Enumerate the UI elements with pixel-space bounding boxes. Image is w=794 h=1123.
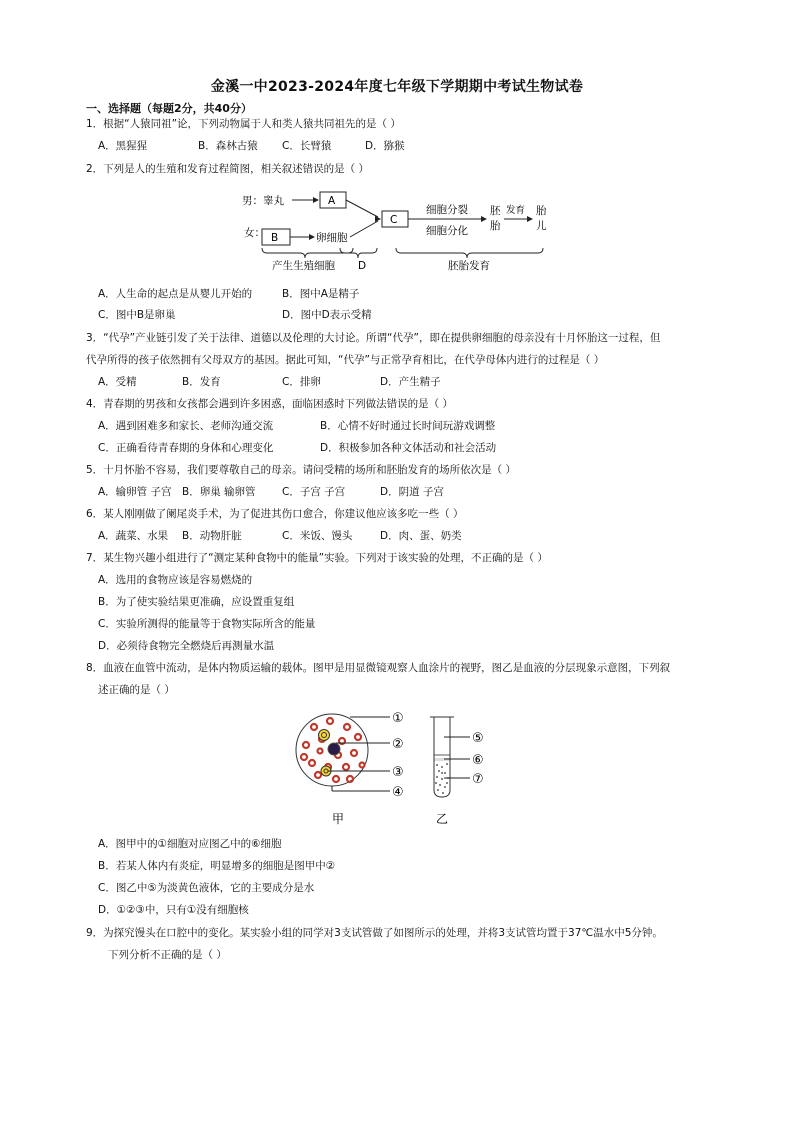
q2-option-d[interactable]: D．图中D表示受精 bbox=[282, 309, 372, 321]
q4-option-d[interactable]: D．积极参加各种文体活动和社会活动 bbox=[320, 442, 497, 454]
question-8-line-2: 述正确的是（ ） bbox=[98, 684, 175, 696]
male-label: 男：睾丸 bbox=[242, 195, 284, 207]
exam-title: 金溪一中2023-2024年度七年级下学期期中考试生物试卷 bbox=[210, 79, 584, 95]
reproduction-flow-diagram bbox=[230, 185, 570, 275]
question-7-stem: 7．某生物兴趣小组进行了“测定某种食物中的能量”实验。下列对于该实验的处理，不正确的是（ ） bbox=[86, 552, 548, 564]
q5-option-a[interactable]: A．输卵管 子宫 bbox=[98, 486, 172, 498]
q3-option-a[interactable]: A．受精 bbox=[98, 376, 137, 388]
embryo-char-1: 胚 bbox=[490, 205, 501, 217]
q1-option-b[interactable]: B．森林古猿 bbox=[198, 140, 258, 152]
q5-option-b[interactable]: B．卵巢 输卵管 bbox=[182, 486, 256, 498]
q1-option-a[interactable]: A．黑猩猩 bbox=[98, 140, 148, 152]
q6-option-b[interactable]: B．动物肝脏 bbox=[182, 530, 242, 542]
brace-embryo bbox=[396, 248, 543, 258]
caption-jia: 甲 bbox=[332, 812, 345, 826]
q4-option-b[interactable]: B．心情不好时通过长时间玩游戏调整 bbox=[320, 420, 496, 432]
female-label: 女： bbox=[244, 227, 265, 239]
cell-division-label: 细胞分裂 bbox=[426, 204, 468, 216]
q8-option-d[interactable]: D．①②③中，只有①没有细胞核 bbox=[98, 904, 249, 916]
white-blood-cell-dark bbox=[328, 743, 340, 755]
q1-option-d[interactable]: D．猕猴 bbox=[365, 140, 405, 152]
fetus-char-1: 胎 bbox=[536, 205, 547, 217]
label-5: ⑤ bbox=[472, 731, 484, 746]
q5-option-c[interactable]: C．子宫 子宫 bbox=[282, 486, 346, 498]
egg-label: 卵细胞 bbox=[316, 232, 348, 244]
label-3: ③ bbox=[392, 765, 404, 780]
q8-option-c[interactable]: C．图乙中⑤为淡黄色液体，它的主要成分是水 bbox=[98, 882, 315, 894]
question-3-line-1: 3．“代孕”产业链引发了关于法律、道德以及伦理的大讨论。所谓“代孕”，即在提供卵细胞的母亲没有十月怀胎这一过程，但 bbox=[86, 332, 661, 344]
embryo-char-2: 胎 bbox=[490, 220, 501, 232]
q1-option-c[interactable]: C．长臂猿 bbox=[282, 140, 332, 152]
d-label: D bbox=[358, 260, 367, 272]
q5-option-d[interactable]: D．阴道 子宫 bbox=[380, 486, 444, 498]
q6-option-d[interactable]: D．肉、蛋、奶类 bbox=[380, 530, 462, 542]
question-2-stem: 2．下列是人的生殖和发育过程简图，相关叙述错误的是（ ） bbox=[86, 163, 370, 175]
box-c-label: C bbox=[390, 214, 398, 226]
develop-label: 发育 bbox=[506, 205, 526, 216]
q3-option-c[interactable]: C．排卵 bbox=[282, 376, 321, 388]
embryo-development-label: 胚胎发育 bbox=[448, 260, 490, 272]
q2-option-a[interactable]: A．人生命的起点是从婴儿开始的 bbox=[98, 288, 253, 300]
germ-cells-label: 产生生殖细胞 bbox=[272, 260, 335, 272]
label-7: ⑦ bbox=[472, 772, 484, 787]
brace-germ-cells bbox=[262, 248, 353, 258]
caption-yi: 乙 bbox=[436, 812, 449, 826]
test-tube bbox=[434, 717, 450, 797]
q7-option-c[interactable]: C．实验所测得的能量等于食物实际所含的能量 bbox=[98, 618, 316, 630]
box-b-label: B bbox=[271, 232, 279, 244]
q3-option-d[interactable]: D．产生精子 bbox=[380, 376, 441, 388]
q8-option-a[interactable]: A．图甲中的①细胞对应图乙中的⑥细胞 bbox=[98, 838, 282, 850]
question-9-line-2: 下列分析不正确的是（ ） bbox=[108, 949, 227, 961]
q7-option-d[interactable]: D．必须待食物完全燃烧后再测量水温 bbox=[98, 640, 275, 652]
q8-option-b[interactable]: B．若某人体内有炎症，明显增多的细胞是图甲中② bbox=[98, 860, 336, 872]
q2-option-c[interactable]: C．图中B是卵巢 bbox=[98, 309, 176, 321]
question-6-stem: 6．某人刚刚做了阑尾炎手术，为了促进其伤口愈合，你建议他应该多吃一些（ ） bbox=[86, 508, 464, 520]
box-a-label: A bbox=[328, 195, 336, 207]
q4-option-c[interactable]: C．正确看待青春期的身体和心理变化 bbox=[98, 442, 274, 454]
blood-diagram bbox=[292, 705, 512, 830]
brace-d bbox=[340, 248, 377, 258]
fetus-char-2: 儿 bbox=[536, 220, 547, 232]
label-6: ⑥ bbox=[472, 753, 484, 768]
q7-option-a[interactable]: A．选用的食物应该是容易燃烧的 bbox=[98, 574, 253, 586]
q4-option-a[interactable]: A．遇到困难多和家长、老师沟通交流 bbox=[98, 420, 274, 432]
section-heading: 一、选择题（每题2分，共40分） bbox=[86, 102, 252, 115]
label-4: ④ bbox=[392, 785, 404, 800]
q6-option-c[interactable]: C．米饭、馒头 bbox=[282, 530, 353, 542]
q6-option-a[interactable]: A．蔬菜、水果 bbox=[98, 530, 169, 542]
white-blood-cell-yellow-1 bbox=[319, 730, 330, 741]
question-3-line-2: 代孕所得的孩子依然拥有父母双方的基因。据此可知，“代孕”与正常孕育相比，在代孕母体内进行的过程是（ ） bbox=[86, 354, 605, 366]
q7-option-b[interactable]: B．为了使实验结果更准确，应设置重复组 bbox=[98, 596, 295, 608]
question-1-stem: 1．根据“人猿同祖”论，下列动物属于人和类人猿共同祖先的是（ ） bbox=[86, 118, 401, 130]
q2-option-b[interactable]: B．图中A是精子 bbox=[282, 288, 360, 300]
question-9-line-1: 9．为探究馒头在口腔中的变化。某实验小组的同学对3支试管做了如图所示的处理，并将3支试管均置于37℃温水中5分钟。 bbox=[86, 927, 663, 939]
question-5-stem: 5．十月怀胎不容易，我们要尊敬自己的母亲。请问受精的场所和胚胎发育的场所依次是（ ） bbox=[86, 464, 517, 476]
label-2: ② bbox=[392, 737, 404, 752]
label-1: ① bbox=[392, 711, 404, 726]
cell-differentiation-label: 细胞分化 bbox=[426, 225, 468, 237]
q3-option-b[interactable]: B．发育 bbox=[182, 376, 221, 388]
question-4-stem: 4．青春期的男孩和女孩都会遇到许多困惑，面临困惑时下列做法错误的是（ ） bbox=[86, 398, 454, 410]
question-8-line-1: 8．血液在血管中流动，是体内物质运输的载体。图甲是用显微镜观察人血涂片的视野，图乙是血液的分层现象示意图，下列叙 bbox=[86, 662, 671, 674]
